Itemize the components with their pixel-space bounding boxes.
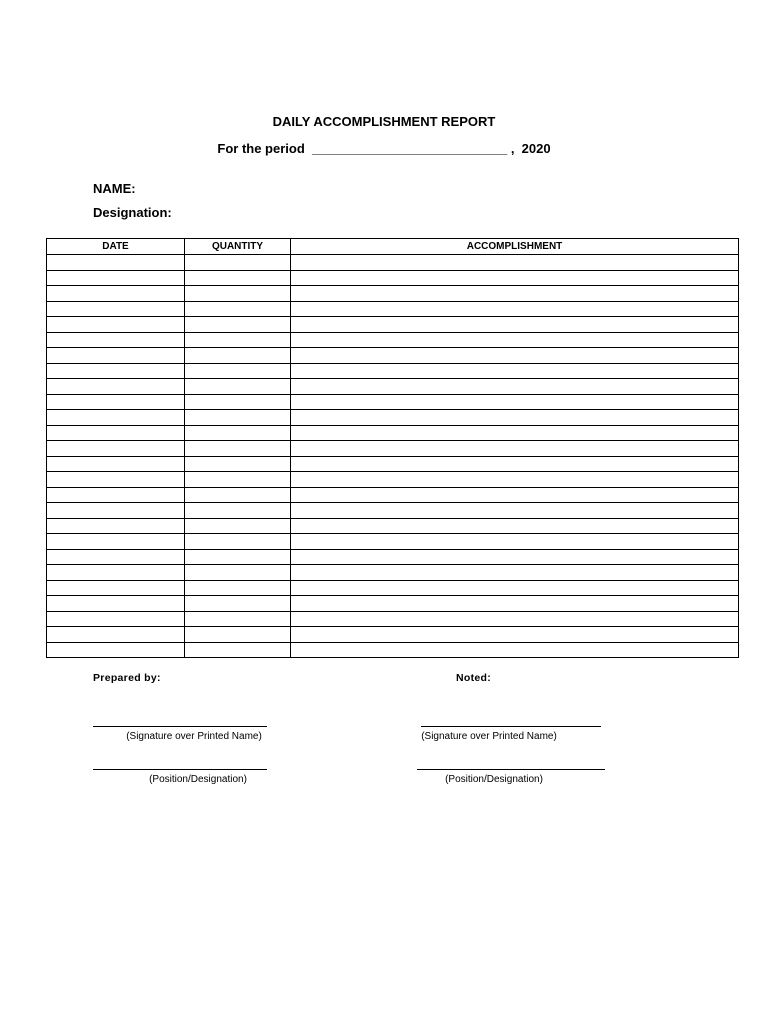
date-cell (47, 286, 185, 302)
noted-signature-line (421, 726, 601, 727)
quantity-cell (185, 611, 291, 627)
quantity-cell (185, 596, 291, 612)
quantity-cell (185, 425, 291, 441)
date-cell (47, 580, 185, 596)
date-cell (47, 270, 185, 286)
table-header-row (47, 239, 739, 255)
table-row (47, 255, 739, 271)
quantity-cell (185, 627, 291, 643)
quantity-cell (185, 441, 291, 457)
quantity-cell (185, 270, 291, 286)
table-row (47, 596, 739, 612)
quantity-cell (185, 472, 291, 488)
accomplishment-cell (291, 363, 739, 379)
column-header-quantity: QUANTITY (185, 239, 291, 255)
quantity-cell (185, 580, 291, 596)
date-cell (47, 425, 185, 441)
noted-label: Noted: (456, 672, 492, 684)
table-row (47, 580, 739, 596)
accomplishment-cell (291, 565, 739, 581)
date-cell (47, 503, 185, 519)
prepared-position-line (93, 769, 267, 770)
accomplishment-cell (291, 487, 739, 503)
date-cell (47, 611, 185, 627)
date-cell (47, 472, 185, 488)
date-cell (47, 301, 185, 317)
accomplishment-cell (291, 410, 739, 426)
column-header-accomplishment: ACCOMPLISHMENT (291, 239, 739, 255)
accomplishment-cell (291, 503, 739, 519)
date-cell (47, 255, 185, 271)
table-row (47, 394, 739, 410)
quantity-cell (185, 348, 291, 364)
table-row (47, 363, 739, 379)
table-row (47, 487, 739, 503)
date-cell (47, 363, 185, 379)
prepared-signature-caption: (Signature over Printed Name) (126, 731, 262, 742)
table-row (47, 317, 739, 333)
table-row (47, 565, 739, 581)
accomplishment-cell (291, 394, 739, 410)
table-row (47, 270, 739, 286)
name-label: NAME: (93, 181, 136, 196)
noted-signature-caption: (Signature over Printed Name) (421, 731, 557, 742)
accomplishment-table (46, 238, 739, 658)
quantity-cell (185, 487, 291, 503)
date-cell (47, 642, 185, 658)
table-row (47, 611, 739, 627)
quantity-cell (185, 394, 291, 410)
table-row (47, 379, 739, 395)
date-cell (47, 441, 185, 457)
table-row (47, 441, 739, 457)
noted-position-line (417, 769, 605, 770)
quantity-cell (185, 255, 291, 271)
quantity-cell (185, 332, 291, 348)
accomplishment-cell (291, 518, 739, 534)
table-row (47, 549, 739, 565)
date-cell (47, 627, 185, 643)
date-cell (47, 487, 185, 503)
accomplishment-cell (291, 472, 739, 488)
quantity-cell (185, 301, 291, 317)
date-cell (47, 348, 185, 364)
report-period: For the period ___________________________ , 2020 (217, 141, 551, 156)
accomplishment-cell (291, 627, 739, 643)
table-row (47, 642, 739, 658)
date-cell (47, 332, 185, 348)
quantity-cell (185, 565, 291, 581)
accomplishment-cell (291, 348, 739, 364)
table-row (47, 456, 739, 472)
accomplishment-cell (291, 379, 739, 395)
table-row (47, 503, 739, 519)
prepared-position-caption: (Position/Designation) (149, 774, 247, 785)
date-cell (47, 549, 185, 565)
accomplishment-cell (291, 456, 739, 472)
quantity-cell (185, 642, 291, 658)
quantity-cell (185, 456, 291, 472)
accomplishment-cell (291, 286, 739, 302)
date-cell (47, 518, 185, 534)
quantity-cell (185, 410, 291, 426)
date-cell (47, 394, 185, 410)
accomplishment-cell (291, 425, 739, 441)
designation-label: Designation: (93, 205, 172, 220)
accomplishment-cell (291, 255, 739, 271)
accomplishment-cell (291, 441, 739, 457)
date-cell (47, 410, 185, 426)
accomplishment-cell (291, 332, 739, 348)
accomplishment-cell (291, 301, 739, 317)
date-cell (47, 596, 185, 612)
quantity-cell (185, 379, 291, 395)
quantity-cell (185, 286, 291, 302)
quantity-cell (185, 363, 291, 379)
quantity-cell (185, 518, 291, 534)
table-row (47, 534, 739, 550)
noted-position-caption: (Position/Designation) (445, 774, 543, 785)
prepared-by-label: Prepared by: (93, 672, 161, 684)
quantity-cell (185, 534, 291, 550)
accomplishment-cell (291, 580, 739, 596)
date-cell (47, 379, 185, 395)
table-body (47, 255, 739, 658)
prepared-signature-line (93, 726, 267, 727)
accomplishment-cell (291, 611, 739, 627)
table-row (47, 410, 739, 426)
quantity-cell (185, 317, 291, 333)
table-row (47, 348, 739, 364)
date-cell (47, 565, 185, 581)
table-row (47, 301, 739, 317)
date-cell (47, 534, 185, 550)
report-title: DAILY ACCOMPLISHMENT REPORT (272, 114, 496, 129)
accomplishment-cell (291, 534, 739, 550)
table-row (47, 627, 739, 643)
accomplishment-cell (291, 317, 739, 333)
date-cell (47, 456, 185, 472)
accomplishment-cell (291, 642, 739, 658)
table-row (47, 332, 739, 348)
table-row (47, 518, 739, 534)
table-row (47, 425, 739, 441)
table-row (47, 472, 739, 488)
quantity-cell (185, 549, 291, 565)
quantity-cell (185, 503, 291, 519)
accomplishment-cell (291, 596, 739, 612)
accomplishment-cell (291, 270, 739, 286)
date-cell (47, 317, 185, 333)
accomplishment-cell (291, 549, 739, 565)
table-row (47, 286, 739, 302)
column-header-date: DATE (47, 239, 185, 255)
